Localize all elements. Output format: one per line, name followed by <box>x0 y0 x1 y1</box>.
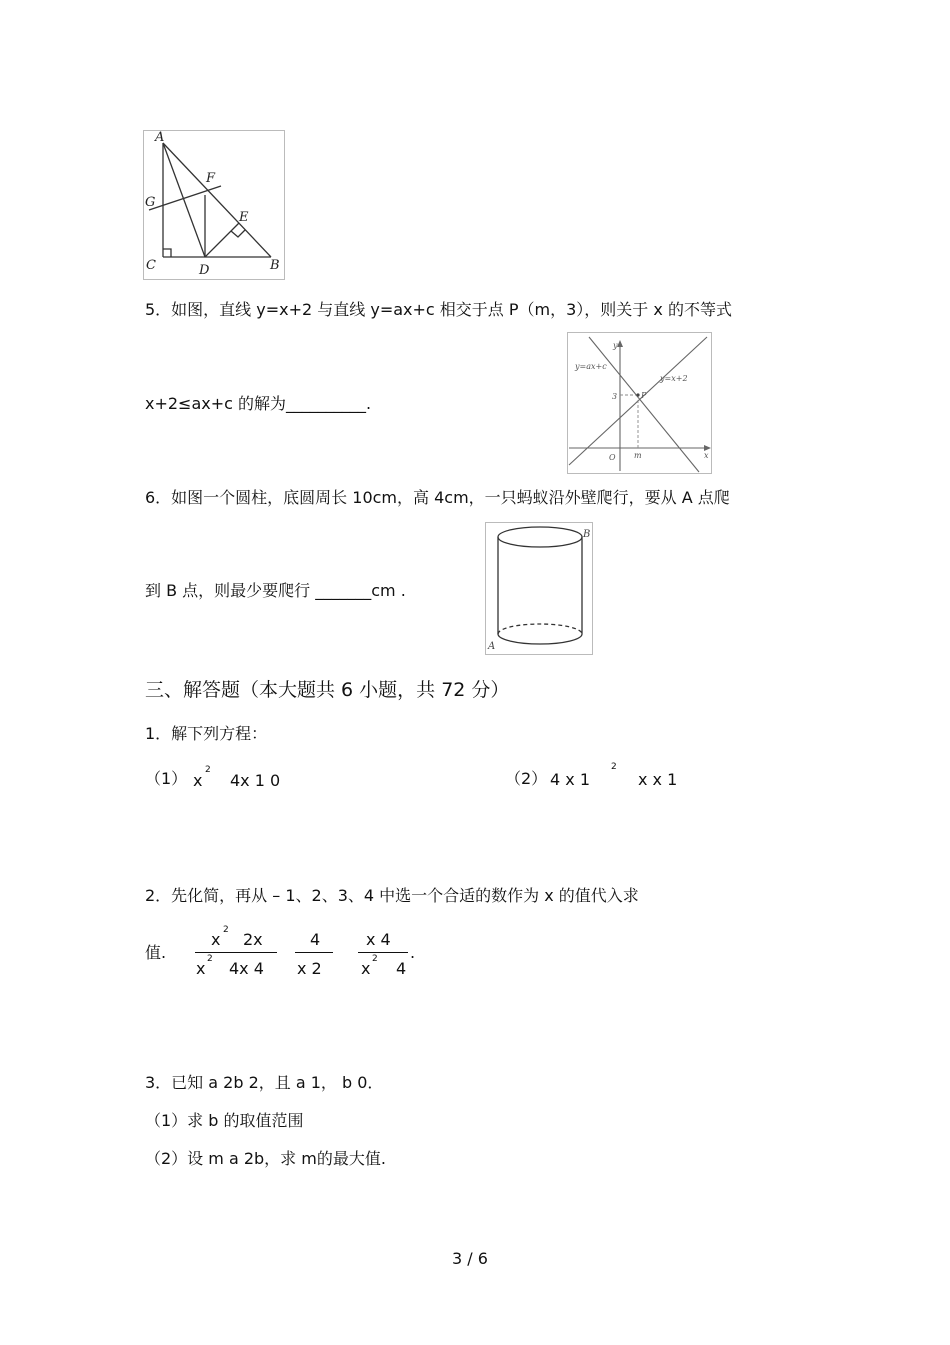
p1-title: 1．解下列方程： <box>145 724 268 743</box>
label-e: E <box>239 210 249 225</box>
fraction-bar-3 <box>358 952 408 953</box>
cylinder-figure <box>485 522 593 655</box>
label-x-axis: x <box>704 451 709 460</box>
section-3-title: 三、解答题（本大题共 6 小题，共 72 分） <box>145 679 510 701</box>
q6-line2: 到 B 点，则最少要爬行 _______cm . <box>145 581 406 600</box>
label-m: m <box>634 451 642 460</box>
label-c: C <box>146 258 156 273</box>
label-a: A <box>488 641 496 652</box>
triangle-figure <box>143 130 285 280</box>
label-origin: O <box>609 453 616 462</box>
fraction-bar-2 <box>295 952 333 953</box>
q5-line2-prefix: x+2≤ax+c 的解为 <box>145 394 287 413</box>
label-line1: y=ax+c <box>575 362 607 371</box>
label-p: P <box>641 391 647 400</box>
label-g: G <box>145 195 156 210</box>
label-three: 3 <box>612 392 618 401</box>
q5-line2 <box>145 396 371 412</box>
graph-figure <box>567 332 712 474</box>
q5-line1: 5．如图，直线 y=x+2 与直线 y=ax+c 相交于点 P（m，3），则关于 x 的不等式 <box>145 300 732 319</box>
p2-text: 2．先化简，再从 – 1、2、3、4 中选一个合适的数作为 x 的值代入求 <box>145 886 639 905</box>
page-number: 3 / 6 <box>452 1249 488 1268</box>
q6-line1: 6．如图一个圆柱，底圆周长 10cm，高 4cm，一只蚂蚁沿外壁爬行，要从 A 点爬 <box>145 488 730 507</box>
fraction-bar-1 <box>195 952 277 953</box>
q5-answer-blank: __________ <box>286 394 367 413</box>
p3-line2: （1）求 b 的取值范围 <box>145 1111 304 1130</box>
label-y-axis: y <box>613 341 618 350</box>
p2-end-period: . <box>410 943 416 962</box>
p3-line1: 3．已知 a 2b 2，且 a 1， b 0． <box>145 1073 384 1092</box>
label-b: B <box>270 258 280 273</box>
label-f: F <box>206 171 216 186</box>
label-a: A <box>155 130 165 145</box>
p2-value-label: 值. <box>145 943 167 962</box>
label-b: B <box>583 529 591 540</box>
label-line2: y=x+2 <box>660 374 688 383</box>
q5-line2-suffix: . <box>366 394 372 413</box>
label-d: D <box>199 263 210 278</box>
p3-line3: （2）设 m a 2b，求 m的最大值. <box>145 1149 386 1168</box>
